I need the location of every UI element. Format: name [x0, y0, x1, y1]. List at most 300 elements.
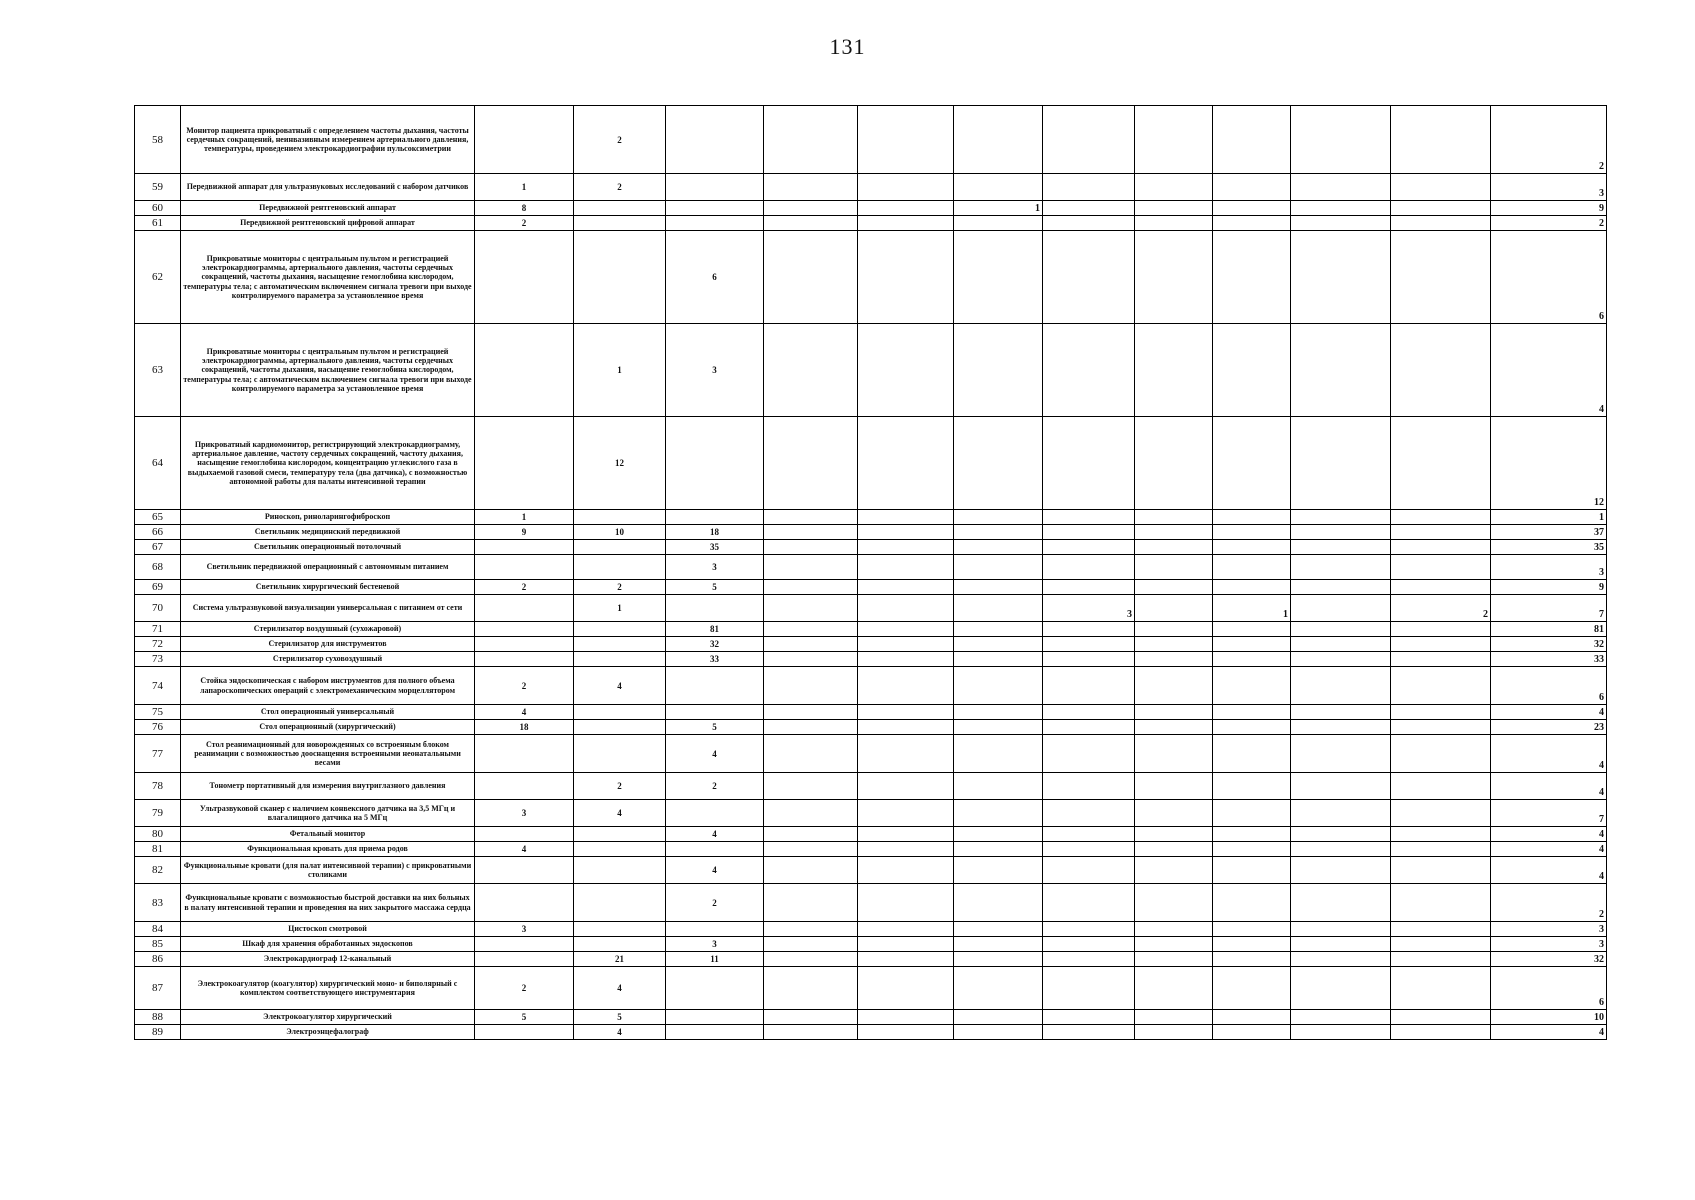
- quantity-cell-7: [1043, 622, 1135, 637]
- quantity-cell-8: [1135, 720, 1213, 735]
- row-number: 67: [135, 540, 181, 555]
- quantity-cell-7: [1043, 637, 1135, 652]
- quantity-cell-8: [1135, 800, 1213, 827]
- total-cell: 9: [1491, 201, 1607, 216]
- quantity-cell-5: [858, 773, 954, 800]
- quantity-cell-3: [666, 705, 764, 720]
- quantity-cell-10: [1291, 324, 1391, 417]
- quantity-cell-6: [954, 800, 1043, 827]
- equipment-name: Стол реанимационный для новорожденных со встроенным блоком реанимации с возможностью дооснащения встроенными неонатальными весами: [181, 735, 475, 773]
- quantity-cell-4: [764, 540, 858, 555]
- quantity-cell-10: [1291, 827, 1391, 842]
- table-row: [135, 106, 1607, 174]
- quantity-cell-11: [1391, 540, 1491, 555]
- quantity-cell-9: [1213, 555, 1291, 580]
- quantity-cell-6: [954, 773, 1043, 800]
- table-row: [135, 937, 1607, 952]
- quantity-cell-8: [1135, 540, 1213, 555]
- quantity-cell-4: [764, 174, 858, 201]
- quantity-cell-6: [954, 555, 1043, 580]
- quantity-cell-9: [1213, 216, 1291, 231]
- quantity-cell-5: [858, 216, 954, 231]
- quantity-cell-6: [954, 952, 1043, 967]
- quantity-cell-7: [1043, 201, 1135, 216]
- quantity-cell-2: [574, 884, 666, 922]
- quantity-cell-5: [858, 952, 954, 967]
- quantity-cell-11: [1391, 622, 1491, 637]
- table-row: [135, 595, 1607, 622]
- quantity-cell-10: [1291, 952, 1391, 967]
- quantity-cell-4: [764, 106, 858, 174]
- quantity-cell-5: [858, 667, 954, 705]
- quantity-cell-5: [858, 857, 954, 884]
- quantity-cell-3: 5: [666, 720, 764, 735]
- quantity-cell-6: [954, 667, 1043, 705]
- table-row: [135, 800, 1607, 827]
- quantity-cell-1: 2: [475, 216, 574, 231]
- quantity-cell-3: 3: [666, 555, 764, 580]
- quantity-cell-11: [1391, 922, 1491, 937]
- quantity-cell-11: [1391, 842, 1491, 857]
- quantity-cell-2: 4: [574, 1025, 666, 1040]
- quantity-cell-8: [1135, 555, 1213, 580]
- quantity-cell-6: [954, 884, 1043, 922]
- equipment-name: Функциональные кровати (для палат интенсивной терапии) с прикроватными столиками: [181, 857, 475, 884]
- quantity-cell-10: [1291, 857, 1391, 884]
- quantity-cell-10: [1291, 842, 1391, 857]
- quantity-cell-9: [1213, 884, 1291, 922]
- quantity-cell-7: [1043, 1010, 1135, 1025]
- quantity-cell-11: [1391, 773, 1491, 800]
- equipment-name: Передвижной рентгеновский цифровой аппарат: [181, 216, 475, 231]
- quantity-cell-1: 3: [475, 800, 574, 827]
- quantity-cell-10: [1291, 735, 1391, 773]
- total-cell: 1: [1491, 510, 1607, 525]
- quantity-cell-2: 2: [574, 174, 666, 201]
- quantity-cell-10: [1291, 580, 1391, 595]
- table-row: [135, 637, 1607, 652]
- quantity-cell-9: [1213, 622, 1291, 637]
- quantity-cell-7: [1043, 106, 1135, 174]
- quantity-cell-2: [574, 827, 666, 842]
- quantity-cell-2: [574, 622, 666, 637]
- quantity-cell-5: [858, 967, 954, 1010]
- equipment-name: Тонометр портативный для измерения внутриглазного давления: [181, 773, 475, 800]
- quantity-cell-3: [666, 106, 764, 174]
- total-cell: 6: [1491, 231, 1607, 324]
- quantity-cell-10: [1291, 800, 1391, 827]
- quantity-cell-6: [954, 417, 1043, 510]
- quantity-cell-8: [1135, 510, 1213, 525]
- quantity-cell-9: 1: [1213, 595, 1291, 622]
- quantity-cell-9: [1213, 1010, 1291, 1025]
- quantity-cell-5: [858, 1010, 954, 1025]
- quantity-cell-4: [764, 324, 858, 417]
- quantity-cell-9: [1213, 842, 1291, 857]
- quantity-cell-3: 35: [666, 540, 764, 555]
- quantity-cell-3: [666, 800, 764, 827]
- total-cell: 4: [1491, 773, 1607, 800]
- total-cell: 7: [1491, 800, 1607, 827]
- quantity-cell-7: [1043, 510, 1135, 525]
- equipment-name: Риноскоп, риноларингофиброскоп: [181, 510, 475, 525]
- equipment-name: Система ультразвуковой визуализации универсальная с питанием от сети: [181, 595, 475, 622]
- quantity-cell-9: [1213, 773, 1291, 800]
- row-number: 65: [135, 510, 181, 525]
- table-row: [135, 510, 1607, 525]
- quantity-cell-4: [764, 937, 858, 952]
- quantity-cell-7: [1043, 174, 1135, 201]
- quantity-cell-5: [858, 720, 954, 735]
- quantity-cell-11: [1391, 231, 1491, 324]
- equipment-name: Стол операционный (хирургический): [181, 720, 475, 735]
- quantity-cell-11: [1391, 735, 1491, 773]
- quantity-cell-3: 4: [666, 735, 764, 773]
- equipment-name: Монитор пациента прикроватный с определением частоты дыхания, частоты сердечных сокращений, неинвазивным измерением артериального давления, температуры, проведением электрокардиографии пульсоксиметрии: [181, 106, 475, 174]
- quantity-cell-6: [954, 967, 1043, 1010]
- quantity-cell-11: [1391, 705, 1491, 720]
- quantity-cell-2: [574, 842, 666, 857]
- row-number: 60: [135, 201, 181, 216]
- quantity-cell-2: [574, 555, 666, 580]
- quantity-cell-7: [1043, 705, 1135, 720]
- quantity-cell-8: [1135, 842, 1213, 857]
- total-cell: 32: [1491, 952, 1607, 967]
- quantity-cell-10: [1291, 705, 1391, 720]
- total-cell: 2: [1491, 216, 1607, 231]
- quantity-cell-5: [858, 652, 954, 667]
- row-number: 75: [135, 705, 181, 720]
- quantity-cell-2: [574, 720, 666, 735]
- quantity-cell-1: 4: [475, 705, 574, 720]
- quantity-cell-6: [954, 525, 1043, 540]
- quantity-cell-1: 2: [475, 580, 574, 595]
- quantity-cell-4: [764, 952, 858, 967]
- table-row: [135, 525, 1607, 540]
- quantity-cell-3: 2: [666, 773, 764, 800]
- quantity-cell-4: [764, 1010, 858, 1025]
- quantity-cell-2: [574, 937, 666, 952]
- table-row: [135, 842, 1607, 857]
- quantity-cell-8: [1135, 525, 1213, 540]
- table-row: [135, 201, 1607, 216]
- quantity-cell-1: [475, 1025, 574, 1040]
- total-cell: 6: [1491, 667, 1607, 705]
- quantity-cell-3: [666, 922, 764, 937]
- quantity-cell-8: [1135, 1010, 1213, 1025]
- quantity-cell-11: [1391, 417, 1491, 510]
- quantity-cell-8: [1135, 773, 1213, 800]
- quantity-cell-10: [1291, 201, 1391, 216]
- quantity-cell-5: [858, 705, 954, 720]
- quantity-cell-8: [1135, 735, 1213, 773]
- quantity-cell-10: [1291, 510, 1391, 525]
- quantity-cell-5: [858, 510, 954, 525]
- row-number: 72: [135, 637, 181, 652]
- quantity-cell-4: [764, 800, 858, 827]
- quantity-cell-10: [1291, 231, 1391, 324]
- quantity-cell-1: [475, 622, 574, 637]
- quantity-cell-4: [764, 622, 858, 637]
- table-row: [135, 231, 1607, 324]
- quantity-cell-1: [475, 324, 574, 417]
- quantity-cell-1: [475, 884, 574, 922]
- quantity-cell-9: [1213, 827, 1291, 842]
- quantity-cell-8: [1135, 231, 1213, 324]
- quantity-cell-11: [1391, 525, 1491, 540]
- row-number: 83: [135, 884, 181, 922]
- quantity-cell-11: [1391, 216, 1491, 231]
- quantity-cell-4: [764, 216, 858, 231]
- quantity-cell-10: [1291, 884, 1391, 922]
- equipment-name: Шкаф для хранения обработанных эндоскопов: [181, 937, 475, 952]
- quantity-cell-2: 4: [574, 800, 666, 827]
- equipment-name: Электрокоагулятор хирургический: [181, 1010, 475, 1025]
- quantity-cell-1: 1: [475, 174, 574, 201]
- quantity-cell-5: [858, 637, 954, 652]
- quantity-cell-5: [858, 525, 954, 540]
- quantity-cell-9: [1213, 510, 1291, 525]
- quantity-cell-9: [1213, 705, 1291, 720]
- row-number: 73: [135, 652, 181, 667]
- table-row: [135, 735, 1607, 773]
- quantity-cell-3: [666, 174, 764, 201]
- quantity-cell-5: [858, 595, 954, 622]
- quantity-cell-9: [1213, 735, 1291, 773]
- quantity-cell-11: [1391, 201, 1491, 216]
- total-cell: 7: [1491, 595, 1607, 622]
- quantity-cell-1: 4: [475, 842, 574, 857]
- quantity-cell-3: 11: [666, 952, 764, 967]
- quantity-cell-5: [858, 540, 954, 555]
- quantity-cell-4: [764, 827, 858, 842]
- equipment-name: Электроэнцефалограф: [181, 1025, 475, 1040]
- quantity-cell-3: [666, 595, 764, 622]
- quantity-cell-4: [764, 580, 858, 595]
- quantity-cell-3: 33: [666, 652, 764, 667]
- quantity-cell-3: [666, 510, 764, 525]
- quantity-cell-6: [954, 827, 1043, 842]
- table-row: [135, 773, 1607, 800]
- quantity-cell-6: [954, 842, 1043, 857]
- quantity-cell-8: [1135, 174, 1213, 201]
- equipment-name: Электрокардиограф 12-канальный: [181, 952, 475, 967]
- quantity-cell-7: [1043, 540, 1135, 555]
- row-number: 76: [135, 720, 181, 735]
- quantity-cell-9: [1213, 720, 1291, 735]
- quantity-cell-7: [1043, 216, 1135, 231]
- quantity-cell-7: [1043, 417, 1135, 510]
- equipment-name: Стерилизатор воздушный (сухожаровой): [181, 622, 475, 637]
- table-row: [135, 216, 1607, 231]
- quantity-cell-9: [1213, 174, 1291, 201]
- quantity-cell-10: [1291, 216, 1391, 231]
- equipment-name: Светильник передвижной операционный с автономным питанием: [181, 555, 475, 580]
- quantity-cell-11: [1391, 1010, 1491, 1025]
- row-number: 82: [135, 857, 181, 884]
- quantity-cell-7: [1043, 773, 1135, 800]
- quantity-cell-4: [764, 417, 858, 510]
- quantity-cell-2: 4: [574, 667, 666, 705]
- quantity-cell-2: [574, 705, 666, 720]
- total-cell: 4: [1491, 857, 1607, 884]
- quantity-cell-2: [574, 735, 666, 773]
- quantity-cell-6: [954, 1025, 1043, 1040]
- quantity-cell-10: [1291, 417, 1391, 510]
- quantity-cell-7: [1043, 967, 1135, 1010]
- quantity-cell-6: [954, 922, 1043, 937]
- row-number: 80: [135, 827, 181, 842]
- quantity-cell-3: [666, 417, 764, 510]
- equipment-name: Светильник хирургический бестеневой: [181, 580, 475, 595]
- quantity-cell-11: [1391, 324, 1491, 417]
- quantity-cell-6: [954, 216, 1043, 231]
- equipment-name: Светильник операционный потолочный: [181, 540, 475, 555]
- quantity-cell-2: [574, 652, 666, 667]
- total-cell: 23: [1491, 720, 1607, 735]
- row-number: 89: [135, 1025, 181, 1040]
- quantity-cell-8: [1135, 667, 1213, 705]
- quantity-cell-3: 4: [666, 857, 764, 884]
- quantity-cell-5: [858, 937, 954, 952]
- quantity-cell-9: [1213, 800, 1291, 827]
- quantity-cell-2: 2: [574, 580, 666, 595]
- row-number: 69: [135, 580, 181, 595]
- quantity-cell-1: [475, 937, 574, 952]
- quantity-cell-10: [1291, 540, 1391, 555]
- equipment-name: Стерилизатор суховоздушный: [181, 652, 475, 667]
- quantity-cell-11: [1391, 1025, 1491, 1040]
- quantity-cell-2: 4: [574, 967, 666, 1010]
- quantity-cell-9: [1213, 540, 1291, 555]
- table-row: [135, 1025, 1607, 1040]
- row-number: 88: [135, 1010, 181, 1025]
- table-row: [135, 827, 1607, 842]
- quantity-cell-8: [1135, 937, 1213, 952]
- quantity-cell-9: [1213, 937, 1291, 952]
- quantity-cell-2: 21: [574, 952, 666, 967]
- quantity-cell-6: [954, 231, 1043, 324]
- quantity-cell-1: [475, 540, 574, 555]
- quantity-cell-10: [1291, 106, 1391, 174]
- page-number: 131: [829, 34, 866, 59]
- total-cell: 32: [1491, 637, 1607, 652]
- quantity-cell-4: [764, 773, 858, 800]
- quantity-cell-1: 9: [475, 525, 574, 540]
- quantity-cell-2: 5: [574, 1010, 666, 1025]
- quantity-cell-2: 10: [574, 525, 666, 540]
- table-row: [135, 884, 1607, 922]
- equipment-name: Стол операционный универсальный: [181, 705, 475, 720]
- quantity-cell-10: [1291, 637, 1391, 652]
- equipment-name: Передвижной рентгеновский аппарат: [181, 201, 475, 216]
- quantity-cell-7: [1043, 667, 1135, 705]
- row-number: 87: [135, 967, 181, 1010]
- row-number: 86: [135, 952, 181, 967]
- quantity-cell-8: [1135, 324, 1213, 417]
- quantity-cell-8: [1135, 884, 1213, 922]
- quantity-cell-6: [954, 540, 1043, 555]
- quantity-cell-9: [1213, 324, 1291, 417]
- equipment-name: Функциональная кровать для приема родов: [181, 842, 475, 857]
- quantity-cell-5: [858, 735, 954, 773]
- quantity-cell-6: [954, 937, 1043, 952]
- quantity-cell-7: [1043, 652, 1135, 667]
- row-number: 85: [135, 937, 181, 952]
- equipment-name: Фетальный монитор: [181, 827, 475, 842]
- quantity-cell-4: [764, 884, 858, 922]
- equipment-name: Прикроватные мониторы с центральным пультом и регистрацией электрокардиограммы, артериального давления, частоты сердечных сокращений, частоты дыхания, насыщение гемоглобина кислородом, температуры тела; с автоматическим включением сигнала тревоги при выходе контролируемого параметра за установленное время: [181, 324, 475, 417]
- quantity-cell-1: [475, 417, 574, 510]
- quantity-cell-5: [858, 106, 954, 174]
- quantity-cell-2: [574, 216, 666, 231]
- quantity-cell-10: [1291, 937, 1391, 952]
- quantity-cell-10: [1291, 922, 1391, 937]
- quantity-cell-9: [1213, 1025, 1291, 1040]
- table-row: [135, 174, 1607, 201]
- table-row: [135, 622, 1607, 637]
- quantity-cell-1: 1: [475, 510, 574, 525]
- quantity-cell-4: [764, 967, 858, 1010]
- quantity-cell-8: [1135, 827, 1213, 842]
- quantity-cell-8: [1135, 216, 1213, 231]
- quantity-cell-10: [1291, 1025, 1391, 1040]
- table-row: [135, 555, 1607, 580]
- table-row: [135, 952, 1607, 967]
- quantity-cell-5: [858, 555, 954, 580]
- quantity-cell-7: [1043, 952, 1135, 967]
- quantity-cell-5: [858, 827, 954, 842]
- quantity-cell-4: [764, 637, 858, 652]
- quantity-cell-4: [764, 857, 858, 884]
- row-number: 59: [135, 174, 181, 201]
- total-cell: 10: [1491, 1010, 1607, 1025]
- quantity-cell-1: [475, 595, 574, 622]
- equipment-name: Ультразвуковой сканер с наличием конвексного датчика на 3,5 МГц и влагалищного датчика на 5 МГц: [181, 800, 475, 827]
- quantity-cell-1: [475, 555, 574, 580]
- quantity-cell-8: [1135, 622, 1213, 637]
- table-row: [135, 580, 1607, 595]
- total-cell: 6: [1491, 967, 1607, 1010]
- quantity-cell-2: 2: [574, 773, 666, 800]
- quantity-cell-8: [1135, 952, 1213, 967]
- quantity-cell-6: [954, 174, 1043, 201]
- row-number: 61: [135, 216, 181, 231]
- row-number: 68: [135, 555, 181, 580]
- quantity-cell-4: [764, 922, 858, 937]
- equipment-name: Функциональные кровати с возможностью быстрой доставки на них больных в палату интенсивной терапии и проведения на них закрытого массажа сердца: [181, 884, 475, 922]
- quantity-cell-6: [954, 622, 1043, 637]
- quantity-cell-8: [1135, 652, 1213, 667]
- quantity-cell-4: [764, 667, 858, 705]
- quantity-cell-1: [475, 652, 574, 667]
- total-cell: 4: [1491, 324, 1607, 417]
- row-number: 84: [135, 922, 181, 937]
- quantity-cell-6: [954, 857, 1043, 884]
- row-number: 62: [135, 231, 181, 324]
- quantity-cell-7: [1043, 842, 1135, 857]
- total-cell: 3: [1491, 937, 1607, 952]
- quantity-cell-8: [1135, 417, 1213, 510]
- quantity-cell-6: 1: [954, 201, 1043, 216]
- quantity-cell-4: [764, 842, 858, 857]
- quantity-cell-1: [475, 773, 574, 800]
- quantity-cell-8: [1135, 922, 1213, 937]
- quantity-cell-9: [1213, 580, 1291, 595]
- row-number: 78: [135, 773, 181, 800]
- quantity-cell-1: 2: [475, 967, 574, 1010]
- total-cell: 4: [1491, 1025, 1607, 1040]
